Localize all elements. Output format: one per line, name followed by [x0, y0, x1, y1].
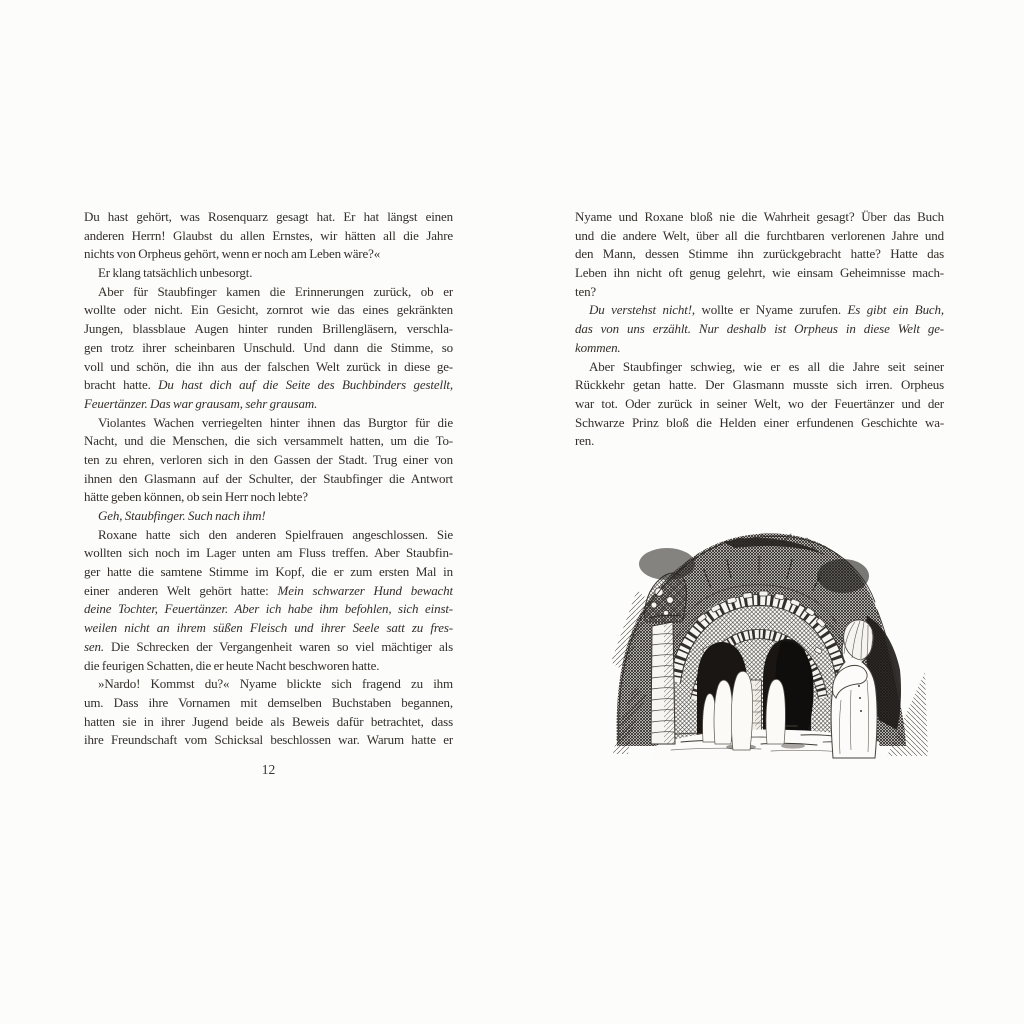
body-text: Er klang tatsächlich unbesorgt. — [98, 265, 253, 281]
body-text: wollten sich noch im Lager unten am Fluss treffen. Aber Staubfin- — [84, 545, 453, 561]
text-line — [575, 358, 944, 377]
body-text: ihre Freundschaft vom Schicksal beschlossen war. Warum hatte er — [84, 732, 453, 748]
text-line — [84, 376, 453, 395]
text-line — [84, 619, 453, 638]
body-text: die feurigen Schatten, die er heute Nacht beschworen hatte. — [84, 657, 380, 673]
text-line — [84, 694, 453, 713]
text-line — [84, 245, 453, 264]
body-text: ten? — [575, 283, 597, 299]
text-line — [575, 414, 944, 433]
text-line — [575, 339, 944, 358]
text-line — [575, 301, 944, 320]
text-line — [84, 488, 453, 507]
body-text: gen trotz ihrer scheinbaren Unschuld. Und dann die Stimme, so — [84, 339, 453, 355]
text-line — [84, 451, 453, 470]
text-line — [575, 227, 944, 246]
text-line — [84, 507, 453, 526]
italic-text: Mein schwarzer Hund bewacht — [277, 582, 453, 598]
body-text: ren. — [575, 433, 595, 449]
body-text: war tot. Oder zurück in seiner Welt, wo der Feuertänzer und der — [575, 395, 944, 411]
text-line — [84, 395, 453, 414]
arch-ruins-illustration — [611, 530, 929, 760]
text-line — [575, 432, 944, 451]
body-text: den Mann, dessen Stimme ihn zurückgebracht hatte? Hatte das — [575, 246, 944, 262]
body-text: ihnen den Glasmann auf der Schulter, der Staubfinger die Antwort — [84, 470, 453, 486]
italic-text: Geh, Staubfinger. Such nach ihm! — [98, 508, 266, 523]
text-line — [84, 227, 453, 246]
text-line — [84, 563, 453, 582]
body-text: ger hatte die samtene Stimme im Kopf, die er zum ersten Mal in — [84, 564, 453, 580]
text-line — [84, 358, 453, 377]
text-line — [84, 414, 453, 433]
italic-text: deine Tochter, Feuertänzer. Aber ich habe ihm befohlen, sich einst- — [84, 601, 453, 617]
body-text: Jungen, blassblaue Augen hinter runden Brillengläsern, verschla- — [84, 321, 453, 337]
body-text: Violantes Wachen verriegelten hinter ihnen das Burgtor für die — [98, 414, 453, 430]
body-text: Aber für Staubfinger kamen die Erinnerungen zurück, ob er — [98, 283, 453, 299]
text-line — [84, 526, 453, 545]
text-line — [84, 432, 453, 451]
body-text: Du hast gehört, was Rosenquarz gesagt hat. Er hat längst einen — [84, 209, 453, 224]
italic-text: Es gibt ein Buch, — [847, 302, 944, 318]
body-text: Nyame und Roxane bloß nie die Wahrheit gesagt? Über das Buch — [575, 209, 944, 224]
body-text: nichts von Orpheus gehört, wenn er noch am Leben wäre?« — [84, 246, 381, 262]
text-line — [84, 264, 453, 283]
italic-text: Du verstehst nicht! — [589, 302, 692, 318]
text-line — [84, 301, 453, 320]
body-text: bracht hatte. — [84, 377, 159, 393]
text-line — [575, 208, 944, 227]
text-line — [575, 395, 944, 414]
text-line — [575, 376, 944, 395]
page-number-left: 12 — [261, 762, 276, 777]
body-text: Roxane hatte sich den anderen Spielfrauen angeschlossen. Sie — [98, 526, 453, 542]
body-text: hätte geben können, ob sein Herr noch lebte? — [84, 489, 308, 505]
text-line — [84, 600, 453, 619]
text-line — [84, 544, 453, 563]
text-line — [84, 283, 453, 302]
body-text: »Nardo! Kommst du?« Nyame blickte sich fragend zu ihm — [98, 676, 453, 692]
italic-text: Feuertänzer. Das war grausam, sehr grausam. — [84, 395, 318, 411]
body-text: hatten sie in ihrer Jugend beide als Beweis dafür betrachtet, dass — [84, 713, 453, 729]
body-text: Schwarze Prinz bloß die Helden einer erfundenen Geschichte wa- — [575, 414, 944, 430]
text-line — [84, 339, 453, 358]
body-text: voll und schön, die ihn aus der falschen Welt zurück in diese ge- — [84, 358, 453, 374]
text-line — [84, 638, 453, 657]
text-line — [575, 264, 944, 283]
body-text: um. Dass ihre Vornamen mit demselben Buchstaben begannen, — [84, 694, 453, 710]
body-text: ten zu ehren, verloren sich in den Gassen der Stadt. Trug einer von — [84, 451, 453, 467]
body-text: anderen Herrn! Glaubst du allen Ernstes, wir hätten all die Jahre — [84, 227, 453, 243]
text-line — [84, 208, 453, 227]
text-line — [575, 245, 944, 264]
text-line — [84, 675, 453, 694]
italic-text: weilen nicht an ihrem süßen Fleisch und ihrer Seele satt zu fres- — [84, 620, 453, 636]
text-line — [575, 320, 944, 339]
body-text: Aber Staubfinger schwieg, wie er es all die Jahre seit seiner — [589, 358, 944, 374]
body-text: einer anderen Welt gehört hatte: — [84, 582, 278, 598]
body-text: Nacht, und die Menschen, die sich versammelt hatten, um die To- — [84, 433, 453, 449]
text-line — [84, 657, 453, 676]
text-line — [84, 713, 453, 732]
right-text-column — [575, 208, 944, 451]
italic-text: das von uns erzählt. Nur deshalb ist Orpheus in diese Welt ge- — [575, 321, 944, 337]
body-text: Rückkehr getan hatte. Der Glasmann musste sich irren. Orpheus — [575, 377, 944, 393]
body-text: , wollte er Nyame zurufen. — [691, 302, 848, 318]
italic-text: kommen. — [575, 339, 621, 355]
body-text: wollte oder nicht. Ein Gesicht, zornrot wie das eines gekränkten — [84, 302, 453, 318]
left-text-column — [84, 208, 453, 750]
text-line — [84, 582, 453, 601]
text-line — [84, 470, 453, 489]
italic-text: Du hast dich auf die Seite des Buchbinders gestellt, — [158, 377, 453, 393]
text-line — [84, 731, 453, 750]
text-line — [575, 283, 944, 302]
body-text: und die andere Welt, über all die furchtbaren verlorenen Jahre und — [575, 227, 944, 243]
body-text: Die Schrecken der Vergangenheit waren so viel mächtiger als — [103, 638, 453, 654]
italic-text: sen. — [84, 638, 104, 654]
body-text: Leben ihn nicht oft genug gelehrt, wie einsam Geheimnisse mach- — [575, 265, 944, 281]
text-line — [84, 320, 453, 339]
